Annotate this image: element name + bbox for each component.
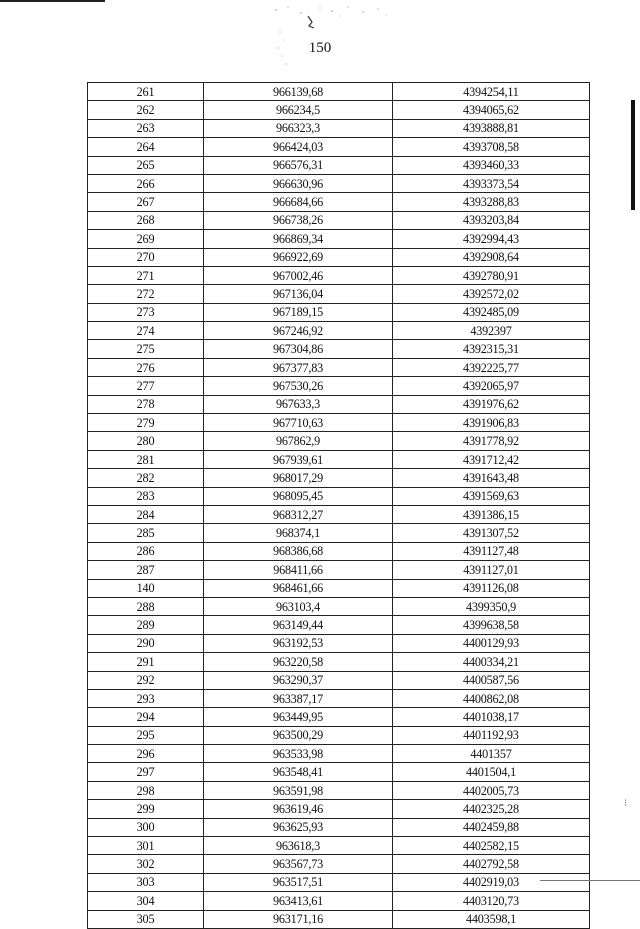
x-coordinate-cell: 968386,68 xyxy=(204,542,393,560)
table-row xyxy=(88,193,590,211)
x-coordinate-cell: 963220,58 xyxy=(204,653,393,671)
x-coordinate-cell: 966139,68 xyxy=(204,83,393,101)
table-row xyxy=(88,671,590,689)
top-left-rule xyxy=(0,0,105,2)
y-coordinate-cell: 4393708,58 xyxy=(393,138,590,156)
point-number-cell: 303 xyxy=(88,873,204,891)
table-row xyxy=(88,303,590,321)
x-coordinate-cell: 963103,4 xyxy=(204,597,393,615)
x-coordinate-cell: 967530,26 xyxy=(204,377,393,395)
y-coordinate-cell: 4401504,1 xyxy=(393,763,590,781)
y-coordinate-cell: 4401038,17 xyxy=(393,708,590,726)
point-number-cell: 270 xyxy=(88,248,204,266)
x-coordinate-cell: 967633,3 xyxy=(204,395,393,413)
y-coordinate-cell: 4392908,64 xyxy=(393,248,590,266)
x-coordinate-cell: 963533,98 xyxy=(204,745,393,763)
y-coordinate-cell: 4394254,11 xyxy=(393,83,590,101)
table-row xyxy=(88,119,590,137)
point-number-cell: 302 xyxy=(88,855,204,873)
table-row xyxy=(88,597,590,615)
table-row xyxy=(88,708,590,726)
y-coordinate-cell: 4399638,58 xyxy=(393,616,590,634)
x-coordinate-cell: 968017,29 xyxy=(204,469,393,487)
y-coordinate-cell: 4392397 xyxy=(393,322,590,340)
y-coordinate-cell: 4394065,62 xyxy=(393,101,590,119)
y-coordinate-cell: 4392065,97 xyxy=(393,377,590,395)
table-row xyxy=(88,230,590,248)
table-row xyxy=(88,542,590,560)
table-row xyxy=(88,83,590,101)
point-number-cell: 301 xyxy=(88,837,204,855)
x-coordinate-cell: 968312,27 xyxy=(204,505,393,523)
y-coordinate-cell: 4392994,43 xyxy=(393,230,590,248)
point-number-cell: 285 xyxy=(88,524,204,542)
point-number-cell: 264 xyxy=(88,138,204,156)
x-coordinate-cell: 968461,66 xyxy=(204,579,393,597)
x-coordinate-cell: 966424,03 xyxy=(204,138,393,156)
y-coordinate-cell: 4393373,54 xyxy=(393,174,590,192)
table-row xyxy=(88,487,590,505)
y-coordinate-cell: 4402582,15 xyxy=(393,837,590,855)
point-number-cell: 280 xyxy=(88,432,204,450)
table-row xyxy=(88,340,590,358)
point-number-cell: 277 xyxy=(88,377,204,395)
coordinates-table xyxy=(87,82,590,929)
x-coordinate-cell: 967710,63 xyxy=(204,414,393,432)
table-row xyxy=(88,837,590,855)
x-coordinate-cell: 966630,96 xyxy=(204,174,393,192)
table-row xyxy=(88,800,590,818)
y-coordinate-cell: 4391976,62 xyxy=(393,395,590,413)
point-number-cell: 140 xyxy=(88,579,204,597)
y-coordinate-cell: 4393288,83 xyxy=(393,193,590,211)
y-coordinate-cell: 4392572,02 xyxy=(393,285,590,303)
table-row xyxy=(88,561,590,579)
x-coordinate-cell: 963517,51 xyxy=(204,873,393,891)
x-coordinate-cell: 963567,73 xyxy=(204,855,393,873)
table-row xyxy=(88,432,590,450)
table-row xyxy=(88,653,590,671)
point-number-cell: 262 xyxy=(88,101,204,119)
table-row xyxy=(88,395,590,413)
point-number-cell: 284 xyxy=(88,505,204,523)
x-coordinate-cell: 966869,34 xyxy=(204,230,393,248)
y-coordinate-cell: 4392315,31 xyxy=(393,340,590,358)
x-coordinate-cell: 967136,04 xyxy=(204,285,393,303)
y-coordinate-cell: 4392225,77 xyxy=(393,358,590,376)
x-coordinate-cell: 963619,46 xyxy=(204,800,393,818)
x-coordinate-cell: 966684,66 xyxy=(204,193,393,211)
y-coordinate-cell: 4403598,1 xyxy=(393,910,590,928)
point-number-cell: 296 xyxy=(88,745,204,763)
y-coordinate-cell: 4393888,81 xyxy=(393,119,590,137)
x-coordinate-cell: 963290,37 xyxy=(204,671,393,689)
point-number-cell: 281 xyxy=(88,450,204,468)
x-coordinate-cell: 966576,31 xyxy=(204,156,393,174)
table-row xyxy=(88,524,590,542)
point-number-cell: 267 xyxy=(88,193,204,211)
x-coordinate-cell: 967939,61 xyxy=(204,450,393,468)
point-number-cell: 291 xyxy=(88,653,204,671)
y-coordinate-cell: 4400129,93 xyxy=(393,634,590,652)
table-row xyxy=(88,450,590,468)
point-number-cell: 287 xyxy=(88,561,204,579)
x-coordinate-cell: 963171,16 xyxy=(204,910,393,928)
table-row xyxy=(88,634,590,652)
x-coordinate-cell: 966738,26 xyxy=(204,211,393,229)
y-coordinate-cell: 4391307,52 xyxy=(393,524,590,542)
point-number-cell: 269 xyxy=(88,230,204,248)
y-coordinate-cell: 4392485,09 xyxy=(393,303,590,321)
y-coordinate-cell: 4391126,08 xyxy=(393,579,590,597)
y-coordinate-cell: 4401357 xyxy=(393,745,590,763)
y-coordinate-cell: 4391906,83 xyxy=(393,414,590,432)
point-number-cell: 292 xyxy=(88,671,204,689)
x-coordinate-cell: 968411,66 xyxy=(204,561,393,579)
table-row xyxy=(88,266,590,284)
x-coordinate-cell: 967002,46 xyxy=(204,266,393,284)
point-number-cell: 263 xyxy=(88,119,204,137)
x-coordinate-cell: 963149,44 xyxy=(204,616,393,634)
y-coordinate-cell: 4391778,92 xyxy=(393,432,590,450)
table-row xyxy=(88,616,590,634)
x-coordinate-cell: 963413,61 xyxy=(204,892,393,910)
y-coordinate-cell: 4391386,15 xyxy=(393,505,590,523)
table-row xyxy=(88,156,590,174)
table-row xyxy=(88,469,590,487)
y-coordinate-cell: 4402792,58 xyxy=(393,855,590,873)
point-number-cell: 276 xyxy=(88,358,204,376)
point-number-cell: 290 xyxy=(88,634,204,652)
table-row xyxy=(88,579,590,597)
x-coordinate-cell: 963449,95 xyxy=(204,708,393,726)
point-number-cell: 278 xyxy=(88,395,204,413)
coordinates-table-body xyxy=(88,83,590,929)
point-number-cell: 293 xyxy=(88,689,204,707)
point-number-cell: 298 xyxy=(88,781,204,799)
point-number-cell: 297 xyxy=(88,763,204,781)
bottom-right-rule xyxy=(540,880,640,881)
table-row xyxy=(88,781,590,799)
point-number-cell: 261 xyxy=(88,83,204,101)
margin-mark: ⁝ xyxy=(624,798,628,809)
x-coordinate-cell: 963591,98 xyxy=(204,781,393,799)
y-coordinate-cell: 4391127,01 xyxy=(393,561,590,579)
point-number-cell: 265 xyxy=(88,156,204,174)
table-row xyxy=(88,358,590,376)
table-row xyxy=(88,377,590,395)
table-row xyxy=(88,855,590,873)
table-row xyxy=(88,414,590,432)
point-number-cell: 300 xyxy=(88,818,204,836)
point-number-cell: 279 xyxy=(88,414,204,432)
scan-noise-specks xyxy=(268,4,398,74)
x-coordinate-cell: 968374,1 xyxy=(204,524,393,542)
x-coordinate-cell: 967304,86 xyxy=(204,340,393,358)
y-coordinate-cell: 4401192,93 xyxy=(393,726,590,744)
point-number-cell: 268 xyxy=(88,211,204,229)
page-number: 150 xyxy=(308,40,332,56)
y-coordinate-cell: 4393460,33 xyxy=(393,156,590,174)
table-row xyxy=(88,248,590,266)
table-row xyxy=(88,174,590,192)
x-coordinate-cell: 967862,9 xyxy=(204,432,393,450)
y-coordinate-cell: 4391712,42 xyxy=(393,450,590,468)
x-coordinate-cell: 966922,69 xyxy=(204,248,393,266)
y-coordinate-cell: 4400334,21 xyxy=(393,653,590,671)
point-number-cell: 273 xyxy=(88,303,204,321)
x-coordinate-cell: 966323,3 xyxy=(204,119,393,137)
point-number-cell: 266 xyxy=(88,174,204,192)
table-row xyxy=(88,910,590,928)
table-row xyxy=(88,322,590,340)
x-coordinate-cell: 967377,83 xyxy=(204,358,393,376)
table-row xyxy=(88,101,590,119)
point-number-cell: 286 xyxy=(88,542,204,560)
x-coordinate-cell: 968095,45 xyxy=(204,487,393,505)
point-number-cell: 305 xyxy=(88,910,204,928)
point-number-cell: 282 xyxy=(88,469,204,487)
point-number-cell: 288 xyxy=(88,597,204,615)
point-number-cell: 271 xyxy=(88,266,204,284)
x-coordinate-cell: 963500,29 xyxy=(204,726,393,744)
x-coordinate-cell: 963618,3 xyxy=(204,837,393,855)
coordinates-table-wrapper xyxy=(87,82,589,929)
table-row xyxy=(88,285,590,303)
y-coordinate-cell: 4402459,88 xyxy=(393,818,590,836)
table-row xyxy=(88,505,590,523)
y-coordinate-cell: 4403120,73 xyxy=(393,892,590,910)
table-row xyxy=(88,818,590,836)
point-number-cell: 283 xyxy=(88,487,204,505)
table-row xyxy=(88,211,590,229)
point-number-cell: 294 xyxy=(88,708,204,726)
point-number-cell: 295 xyxy=(88,726,204,744)
y-coordinate-cell: 4393203,84 xyxy=(393,211,590,229)
y-coordinate-cell: 4391127,48 xyxy=(393,542,590,560)
y-coordinate-cell: 4400587,56 xyxy=(393,671,590,689)
y-coordinate-cell: 4402919,03 xyxy=(393,873,590,891)
y-coordinate-cell: 4400862,08 xyxy=(393,689,590,707)
table-row xyxy=(88,745,590,763)
table-row xyxy=(88,689,590,707)
point-number-cell: 272 xyxy=(88,285,204,303)
y-coordinate-cell: 4402005,73 xyxy=(393,781,590,799)
x-coordinate-cell: 963387,17 xyxy=(204,689,393,707)
point-number-cell: 274 xyxy=(88,322,204,340)
point-number-cell: 289 xyxy=(88,616,204,634)
scan-edge-bar xyxy=(631,100,635,210)
y-coordinate-cell: 4402325,28 xyxy=(393,800,590,818)
table-row xyxy=(88,873,590,891)
table-row xyxy=(88,138,590,156)
point-number-cell: 304 xyxy=(88,892,204,910)
table-row xyxy=(88,726,590,744)
table-row xyxy=(88,892,590,910)
table-row xyxy=(88,763,590,781)
y-coordinate-cell: 4391643,48 xyxy=(393,469,590,487)
x-coordinate-cell: 967189,15 xyxy=(204,303,393,321)
point-number-cell: 275 xyxy=(88,340,204,358)
x-coordinate-cell: 967246,92 xyxy=(204,322,393,340)
y-coordinate-cell: 4399350,9 xyxy=(393,597,590,615)
x-coordinate-cell: 963625,93 xyxy=(204,818,393,836)
point-number-cell: 299 xyxy=(88,800,204,818)
x-coordinate-cell: 963548,41 xyxy=(204,763,393,781)
x-coordinate-cell: 966234,5 xyxy=(204,101,393,119)
x-coordinate-cell: 963192,53 xyxy=(204,634,393,652)
y-coordinate-cell: 4391569,63 xyxy=(393,487,590,505)
y-coordinate-cell: 4392780,91 xyxy=(393,266,590,284)
